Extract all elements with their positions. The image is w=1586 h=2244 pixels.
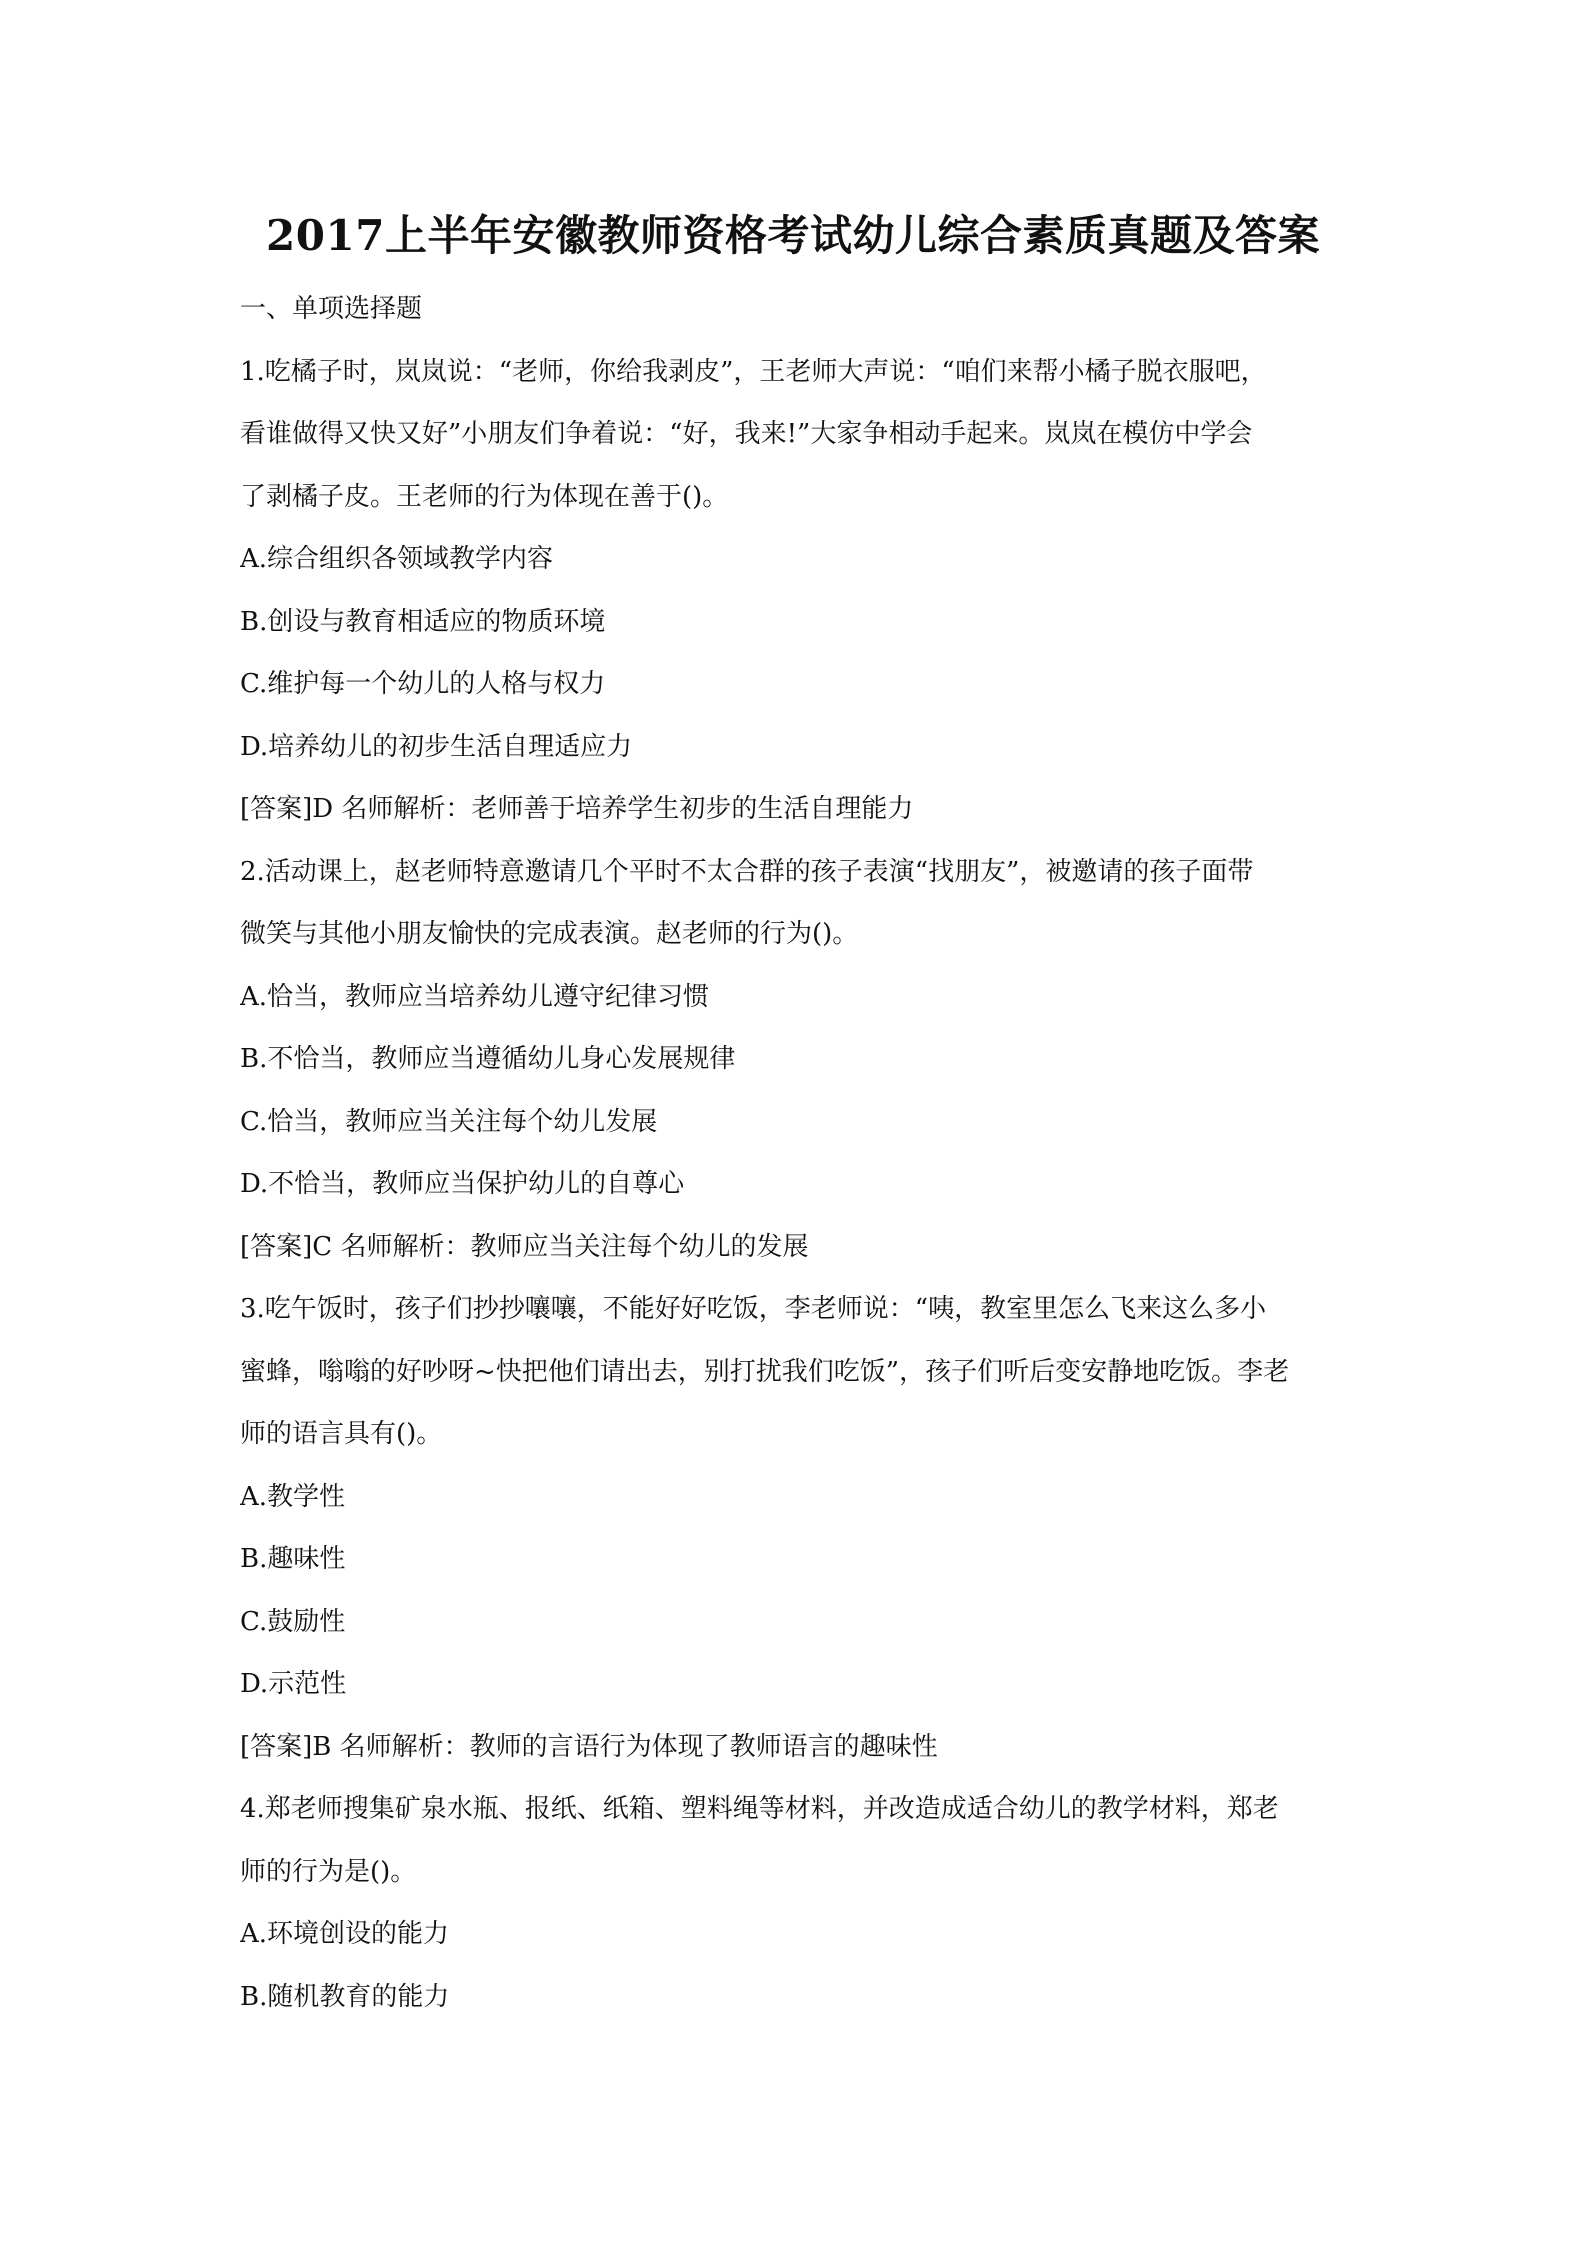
question-4-text: 师的行为是()。 [240, 1856, 417, 1887]
question-4-text: 4.郑老师搜集矿泉水瓶、报纸、纸箱、塑料绳等材料，并改造成适合幼儿的教学材料，郑老 [240, 1794, 1279, 1824]
question-1-text: 看谁做得又快又好”小朋友们争着说：“好，我来!”大家争相动手起来。岚岚在模仿中学会 [240, 419, 1253, 449]
document-body [240, 278, 1350, 2028]
question-2-option-b: B.不恰当，教师应当遵循幼儿身心发展规律 [240, 1044, 736, 1074]
question-1-option-b: B.创设与教育相适应的物质环境 [240, 606, 606, 637]
question-3-answer: [答案]B 名师解析：教师的言语行为体现了教师语言的趣味性 [240, 1731, 938, 1762]
question-2-text: 2.活动课上，赵老师特意邀请几个平时不太合群的孩子表演“找朋友”，被邀请的孩子面带 [240, 856, 1254, 887]
question-3-option-a: A.教学性 [240, 1481, 346, 1512]
question-1-text: 1.吃橘子时，岚岚说：“老师，你给我剥皮”，王老师大声说：“咱们来帮小橘子脱衣服吧， [240, 356, 1267, 387]
question-2-option-d: D.不恰当，教师应当保护幼儿的自尊心 [240, 1169, 685, 1199]
question-2-option-a: A.恰当，教师应当培养幼儿遵守纪律习惯 [240, 981, 710, 1012]
question-2-answer: [答案]C 名师解析：教师应当关注每个幼儿的发展 [240, 1231, 809, 1262]
question-3-option-c: C.鼓励性 [240, 1606, 346, 1637]
section-heading: 一、单项选择题 [240, 294, 423, 324]
document-title: 2017上半年安徽教师资格考试幼儿综合素质真题及答案 [266, 211, 1320, 260]
question-1-option-a: A.综合组织各领域教学内容 [240, 544, 554, 574]
question-4-option-a: A.环境创设的能力 [240, 1919, 450, 1949]
question-3-text: 3.吃午饭时，孩子们抄抄嚷嚷，不能好好吃饭，李老师说：“咦，教室里怎么飞来这么多小 [240, 1294, 1267, 1324]
question-1-text: 了剥橘子皮。王老师的行为体现在善于()。 [240, 481, 729, 512]
question-1-answer: [答案]D 名师解析：老师善于培养学生初步的生活自理能力 [240, 794, 914, 824]
question-3-option-d: D.示范性 [240, 1669, 347, 1699]
question-3-text: 师的语言具有()。 [240, 1419, 443, 1449]
question-1-option-c: C.维护每一个幼儿的人格与权力 [240, 669, 606, 699]
question-3-option-b: B.趣味性 [240, 1544, 346, 1574]
question-4-option-b: B.随机教育的能力 [240, 1981, 450, 2012]
question-2-text: 微笑与其他小朋友愉快的完成表演。赵老师的行为()。 [240, 919, 859, 949]
question-1-option-d: D.培养幼儿的初步生活自理适应力 [240, 731, 633, 762]
question-2-option-c: C.恰当，教师应当关注每个幼儿发展 [240, 1106, 658, 1137]
question-3-text: 蜜蜂，嗡嗡的好吵呀~快把他们请出去，别打扰我们吃饭”，孩子们听后变安静地吃饭。李老 [240, 1356, 1290, 1387]
